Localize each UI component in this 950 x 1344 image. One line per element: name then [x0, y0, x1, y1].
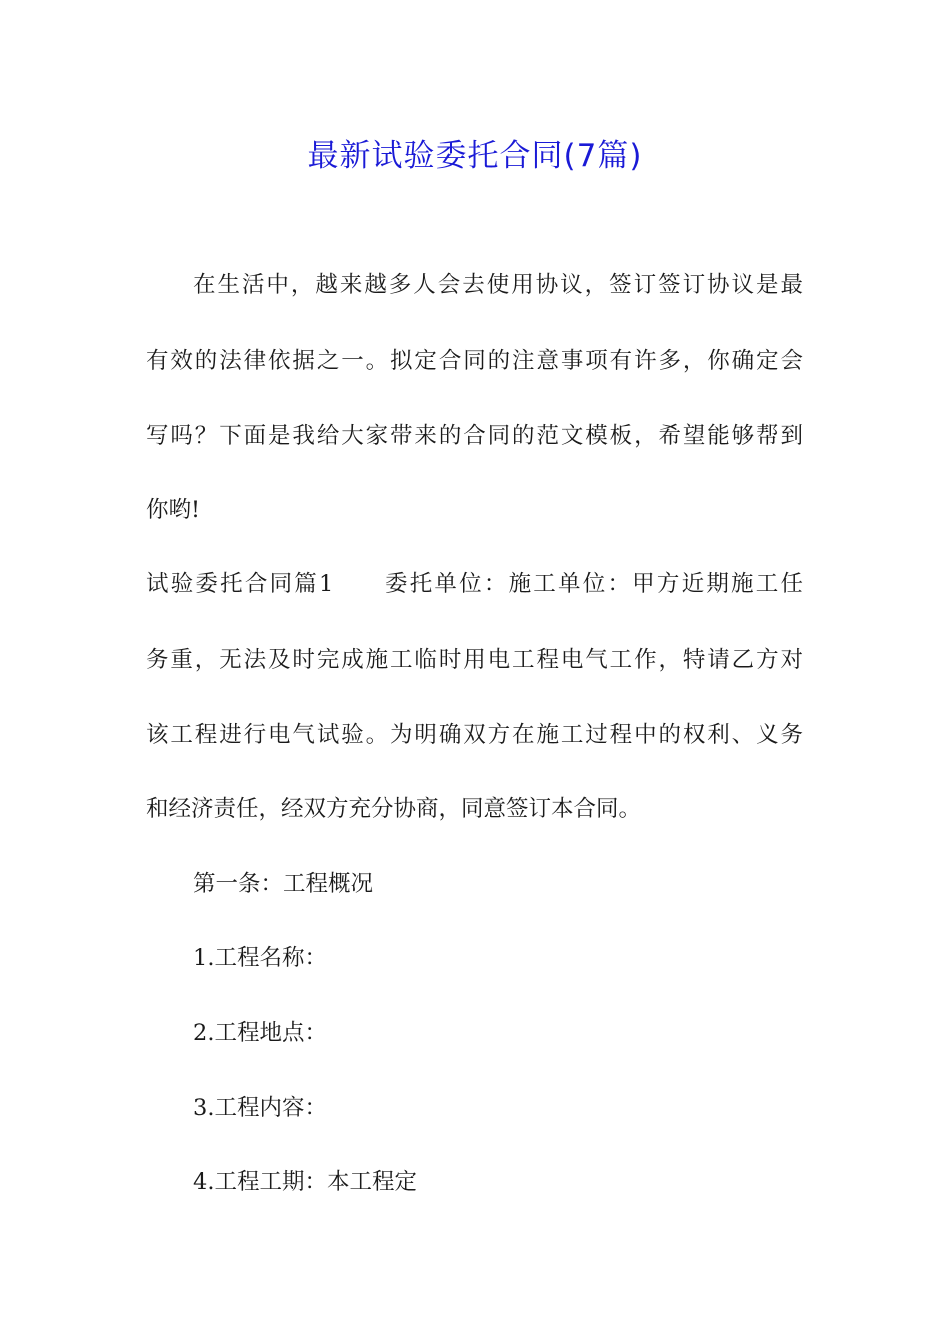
intro-line-1: 在生活中，越来越多人会去使用协议，签订签订协议是最 [193, 272, 803, 298]
section1-line-4: 和经济责任，经双方充分协商，同意签订本合同。 [146, 796, 642, 822]
document-title: 最新试验委托合同(7篇) [307, 138, 643, 174]
section1-line-3: 该工程进行电气试验。为明确双方在施工过程中的权利、义务 [146, 722, 803, 748]
article1-heading: 第一条：工程概况 [193, 871, 374, 897]
item-project-content: 3.工程内容： [193, 1095, 327, 1121]
section1-line-2: 务重，无法及时完成施工临时用电工程电气工作，特请乙方对 [146, 647, 803, 673]
item-project-location: 2.工程地点： [193, 1020, 327, 1046]
section1-line-1: 试验委托合同篇1 委托单位：施工单位：甲方近期施工任 [146, 571, 803, 597]
item-project-name: 1.工程名称： [193, 945, 327, 971]
intro-line-4: 你哟! [146, 497, 201, 523]
item-project-duration: 4.工程工期：本工程定 [193, 1169, 417, 1195]
intro-line-3: 写吗？下面是我给大家带来的合同的范文模板，希望能够帮到 [146, 423, 803, 449]
intro-line-2: 有效的法律依据之一。拟定合同的注意事项有许多，你确定会 [146, 348, 803, 374]
